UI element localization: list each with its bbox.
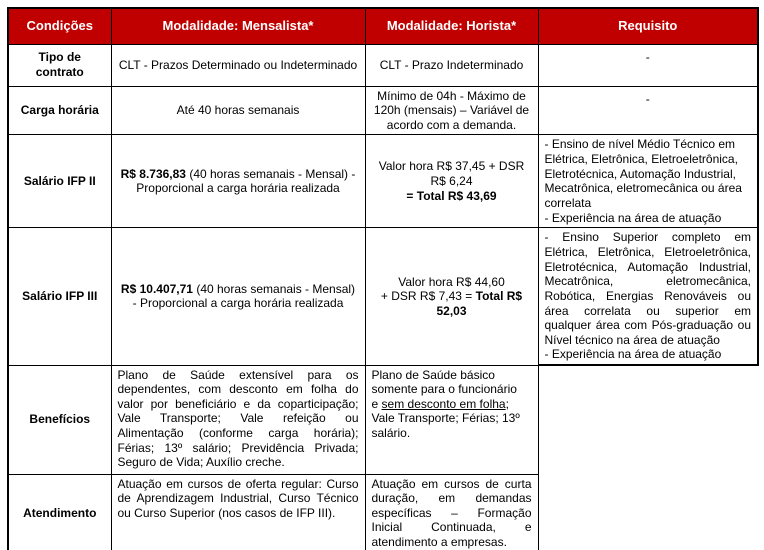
cell-atendimento-mensalista: Atuação em cursos de oferta regular: Curso de Aprendizagem Industrial, Curso Técnico ou Curso Superior (nos casos de IFP III).	[111, 474, 365, 550]
row-label-carga-horaria: Carga horária	[8, 86, 111, 135]
header-requisito: Requisito	[538, 8, 758, 44]
salario-ifp-3-detalhe: (40 horas semanais - Mensal) - Proporcional a carga horária realizada	[132, 281, 356, 311]
cell-salario-ifp-2-horista	[365, 135, 538, 228]
salario-ifp-3-valor: R$ 10.407,71	[120, 281, 193, 296]
salario-ifp-3-horista-calculo	[372, 289, 532, 318]
header-modalidade-mensalista: Modalidade: Mensalista*	[111, 8, 365, 44]
cell-salario-ifp-3-horista	[365, 228, 538, 365]
salario-ifp-3-horista-valor-hora: Valor hora R$ 44,60	[398, 274, 505, 289]
cell-carga-horaria-mensalista: Até 40 horas semanais	[111, 86, 365, 135]
salario-ifp-2-horista-calculo: Valor hora R$ 37,45 + DSR R$ 6,24	[378, 159, 525, 189]
requisito-ifp-3-item-ensino: - Ensino Superior completo em Elétrica, Eletrônica, Eletroeletrônica, Eletrotécnica, Automação Industrial, Mecatrônica, eletromecânica, Robótica, Energias Renováveis ou área correlata ou superior em qualquer área com Pós-graduação ou Nível técnico na área de atuação	[544, 230, 751, 347]
beneficios-horista-fim: ; Vale Transporte; Férias; 13º salário.	[371, 396, 520, 440]
cell-salario-ifp-3-mensalista	[111, 228, 365, 365]
cell-tipo-contrato-mensalista: CLT - Prazos Determinado ou Indeterminado	[111, 44, 365, 86]
row-label-salario-ifp-3: Salário IFP III	[8, 228, 111, 365]
salario-ifp-2-detalhe: (40 horas semanais - Mensal) - Proporcional a carga horária realizada	[136, 166, 356, 196]
row-beneficios	[8, 365, 758, 474]
cell-tipo-contrato-horista: CLT - Prazo Indeterminado	[365, 44, 538, 86]
salario-ifp-3-horista-total: Total R$ 52,03	[436, 289, 523, 318]
row-label-tipo-de-contrato: Tipo de contrato	[8, 44, 111, 86]
cell-carga-horaria-requisito: -	[538, 86, 758, 135]
row-label-atendimento: Atendimento	[8, 474, 111, 550]
row-salario-ifp-3	[8, 228, 758, 365]
cell-salario-ifp-3-requisito	[538, 228, 758, 365]
row-carga-horaria	[8, 86, 758, 135]
cell-beneficios-requisito-vazio	[538, 365, 758, 474]
header-condicoes: Condições	[8, 8, 111, 44]
cell-beneficios-mensalista: Plano de Saúde extensível para os dependentes, com desconto em folha do valor por beneficiário e da coparticipação; Vale Transporte; Vale refeição ou Alimentação (conforme carga horária); Férias; 13º salário; Previdência Privada; Seguro de Vida; Auxílio creche.	[111, 365, 365, 474]
beneficios-horista-inicio: Plano de Saúde básico somente para o funcionário e	[371, 367, 517, 411]
row-tipo-de-contrato	[8, 44, 758, 86]
cell-carga-horaria-horista: Mínimo de 04h - Máximo de 120h (mensais) – Variável de acordo com a demanda.	[365, 86, 538, 135]
requisito-ifp-2-item-ensino: - Ensino de nível Médio Técnico em Elétrica, Eletrônica, Eletroeletrônica, Eletrotécnica, Automação Industrial, Mecatrônica, eletromecânica ou área correlata	[544, 137, 742, 210]
cell-beneficios-horista	[365, 365, 538, 474]
row-salario-ifp-2	[8, 135, 758, 228]
row-atendimento	[8, 474, 758, 550]
conditions-table	[7, 7, 759, 550]
beneficios-horista-sem-desconto: sem desconto em folha	[381, 396, 506, 411]
cell-atendimento-horista: Atuação em cursos de curta duração, em demandas específicas – Formação Inicial Continuada, e atendimento a empresas.	[365, 474, 538, 550]
cell-salario-ifp-2-requisito	[538, 135, 758, 228]
salario-ifp-2-horista-total: = Total R$ 43,69	[406, 188, 497, 203]
row-label-salario-ifp-2: Salário IFP II	[8, 135, 111, 228]
cell-atendimento-requisito-vazio	[538, 474, 758, 550]
cell-salario-ifp-2-mensalista	[111, 135, 365, 228]
salario-ifp-2-valor: R$ 8.736,83	[120, 166, 186, 181]
requisito-ifp-3-item-experiencia: - Experiência na área de atuação	[544, 347, 722, 362]
header-modalidade-horista: Modalidade: Horista*	[365, 8, 538, 44]
cell-tipo-contrato-requisito: -	[538, 44, 758, 86]
requisito-ifp-2-item-experiencia: - Experiência na área de atuação	[544, 210, 722, 225]
salario-ifp-3-horista-dsr: + DSR R$ 7,43 =	[380, 289, 476, 304]
header-row	[8, 8, 758, 44]
row-label-beneficios: Benefícios	[8, 365, 111, 474]
